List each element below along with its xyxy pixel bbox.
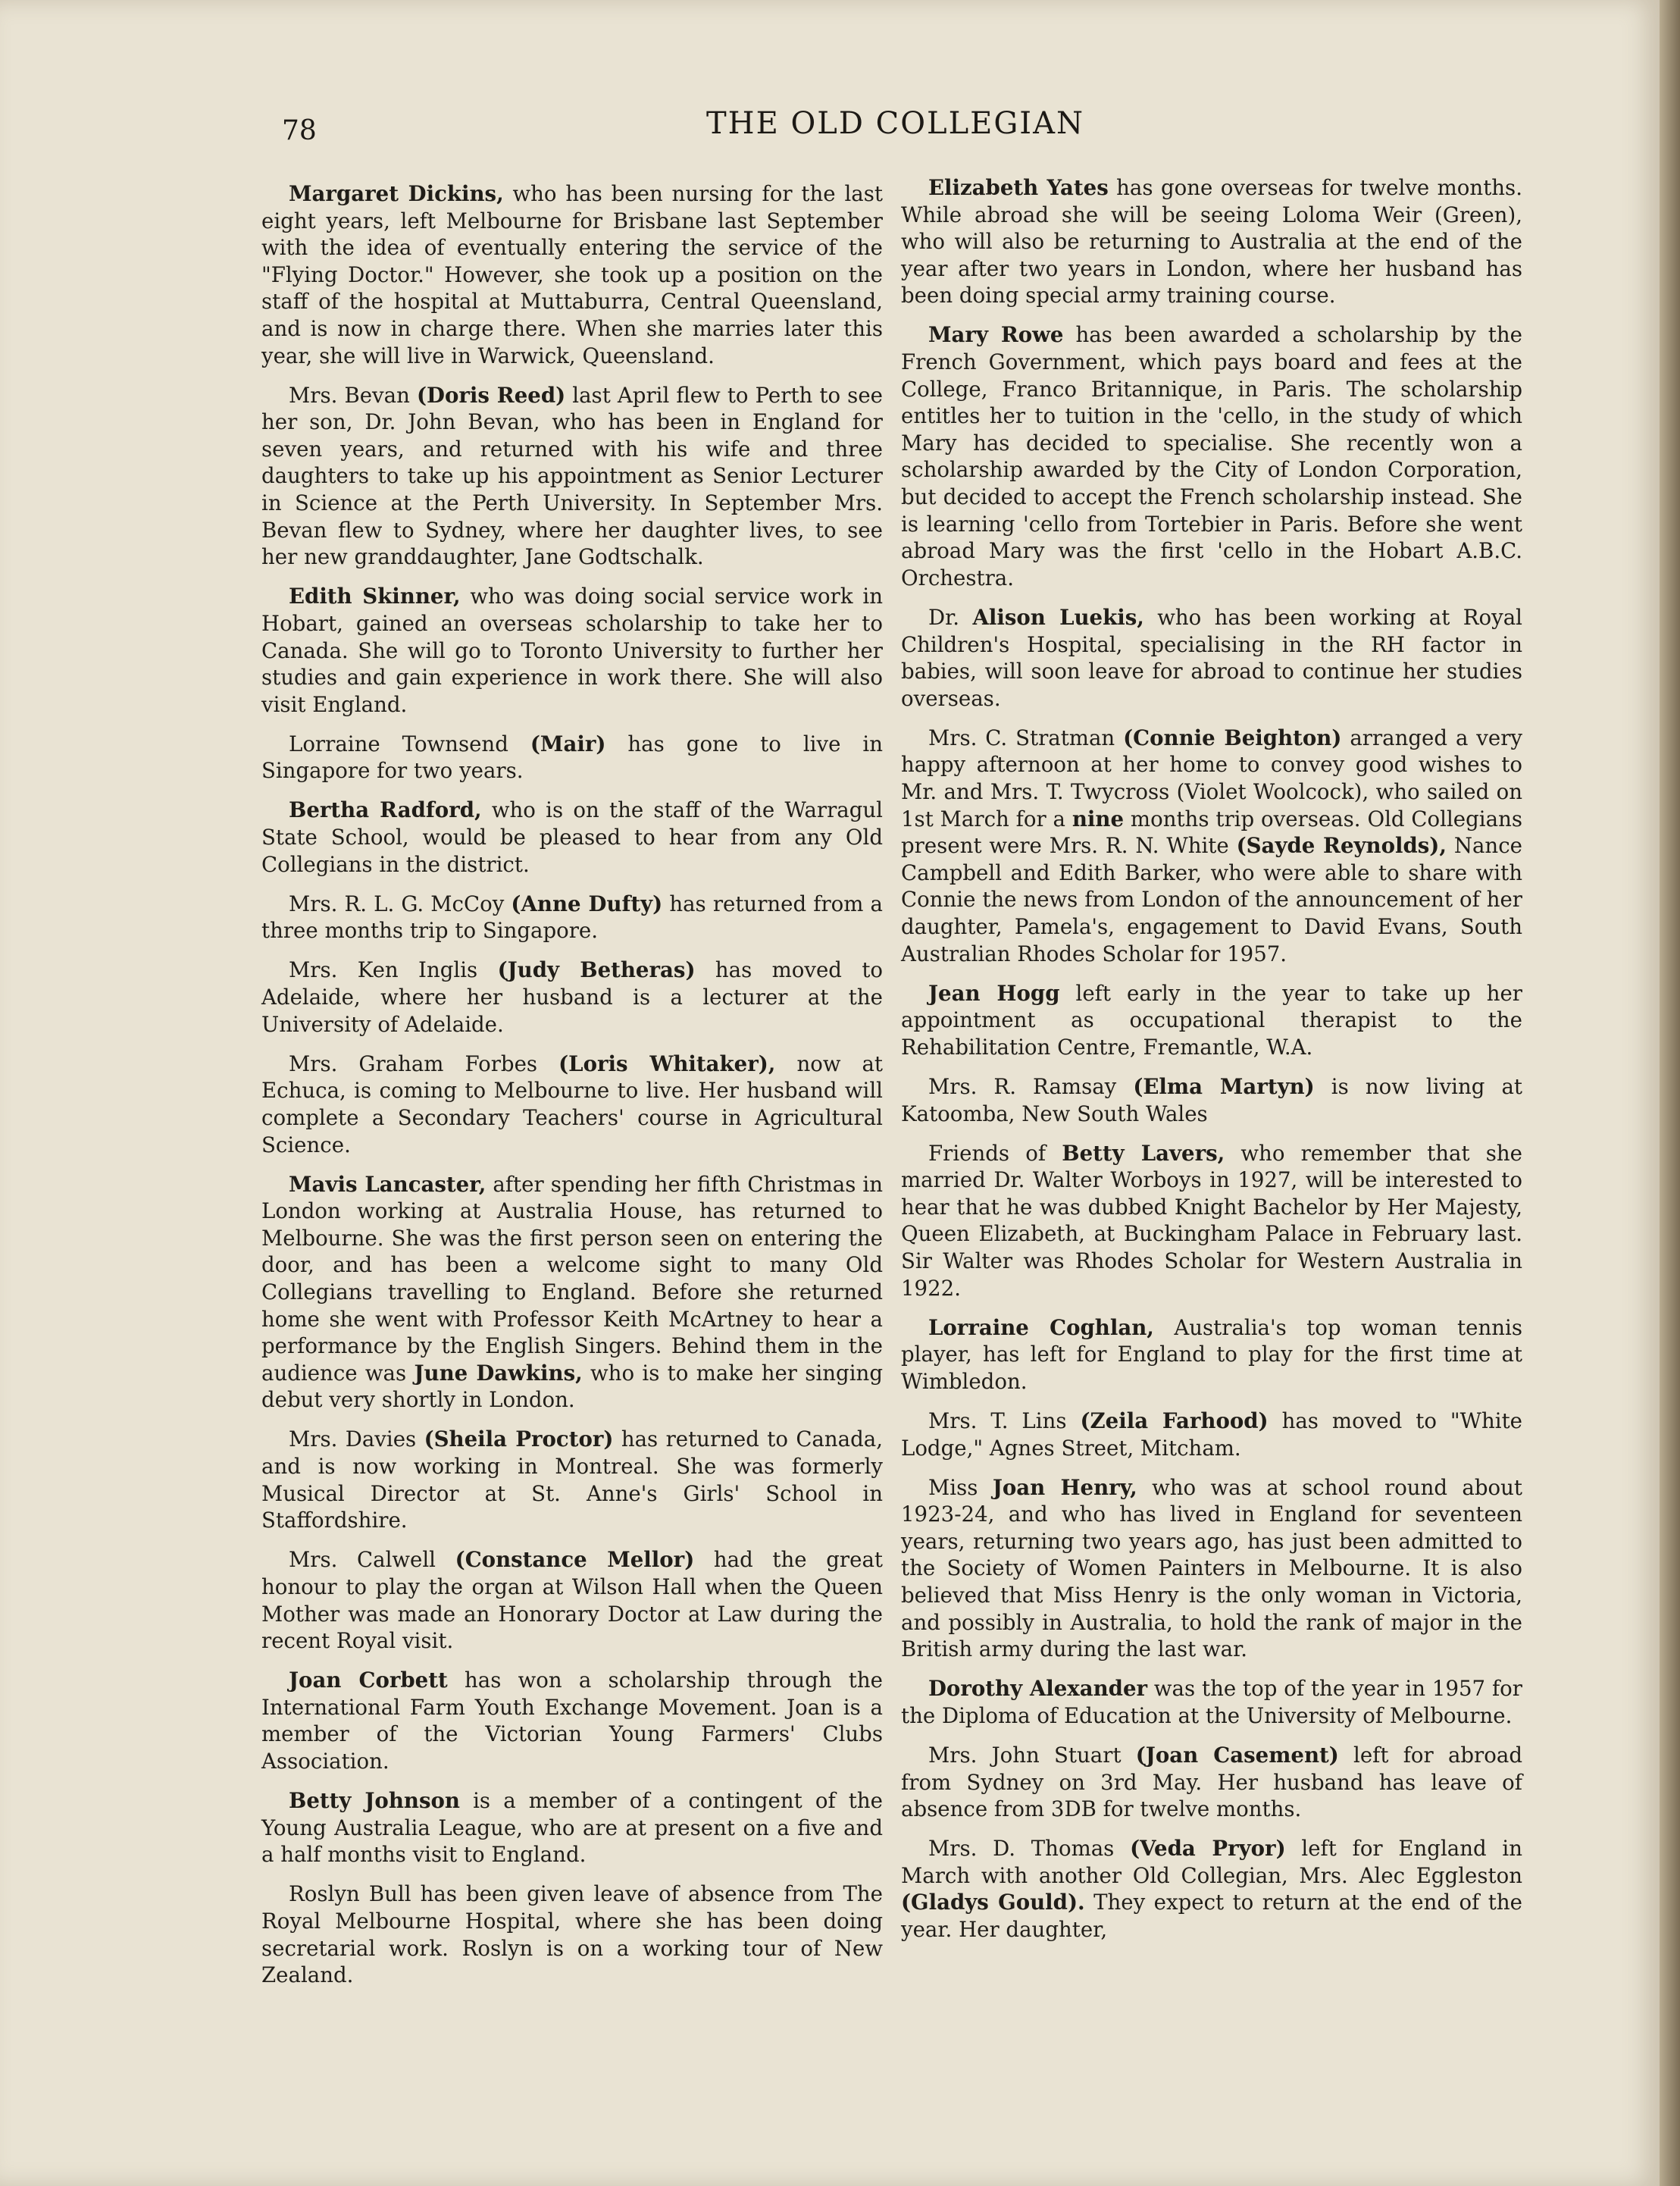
bold-name: (Sayde Reynolds),: [1236, 833, 1447, 859]
paragraph-bevan: [261, 382, 883, 571]
text-run: arranged a very happy afternoon at her home to convey good wishes to Mr. and Mrs. T. Twycross (Violet Woolcock), who sailed on 1st March for a: [901, 725, 1522, 831]
paragraph-lancaster: [261, 1171, 883, 1414]
text-run: who was at school round about 1923-24, and who has lived in England for seventeen years, returning two years ago, has just been admitted to the Society of Women Painters in Melbourne. It is also believed that Miss Henry is the only woman in Victoria, and possibly in Australia, to hold the rank of major in the British army during the last war.: [901, 1474, 1523, 1662]
text-run: Mrs. Davies: [289, 1427, 424, 1452]
paragraph-lavers: [901, 1140, 1522, 1302]
paragraph-yates: [901, 174, 1522, 309]
text-run: Roslyn Bull has been given leave of absence from The Royal Melbourne Hospital, where she has been doing secretarial work. Roslyn is on a working tour of New Zealand.: [261, 1881, 883, 1988]
paragraph-lins: [901, 1408, 1522, 1461]
bold-name: (Doris Reed): [416, 382, 566, 408]
bold-name: Margaret Dickins,: [289, 181, 504, 206]
text-run: Mrs. R. Ramsay: [928, 1073, 1134, 1099]
bold-name: Mavis Lancaster,: [289, 1171, 486, 1197]
bold-name: Bertha Radford,: [289, 797, 482, 823]
text-run: left for England in March with another Old Collegian, Mrs. Alec Eggleston: [901, 1836, 1522, 1888]
bold-name: (Connie Beighton): [1123, 725, 1342, 750]
bold-name: Joan Henry,: [992, 1474, 1137, 1500]
paragraph-johnson: [261, 1787, 883, 1868]
bold-name: (Zeila Farhood): [1080, 1408, 1269, 1433]
paragraph-davies: [261, 1426, 883, 1533]
paragraph-alexander: [901, 1675, 1522, 1729]
paragraph-ramsay: [901, 1073, 1522, 1127]
paragraph-inglis: [261, 957, 883, 1038]
bold-name: (Mair): [530, 731, 606, 756]
bold-name: Jean Hogg: [928, 980, 1060, 1006]
text-run: Mrs. C. Stratman: [928, 725, 1124, 750]
text-run: who was doing social service work in Hobart, gained an overseas scholarship to take her to Canada. She will go to Toronto University to further her studies and gain experience in work there. She will also visit England.: [261, 584, 883, 717]
bold-name: (Sheila Proctor): [424, 1427, 614, 1452]
text-run: Lorraine Townsend: [289, 731, 530, 756]
bold-name: Edith Skinner,: [289, 584, 461, 609]
bold-name: (Elma Martyn): [1133, 1073, 1315, 1099]
text-run: now at Echuca, is coming to Melbourne to live. Her husband will complete a Secondary Teachers' course in Agricultural Science.: [261, 1051, 884, 1157]
bold-name: Elizabeth Yates: [928, 175, 1109, 200]
text-run: has won a scholarship through the International Farm Youth Exchange Movement. Joan is a member of the Victorian Young Farmers' Clubs Association.: [261, 1668, 883, 1774]
text-run: has moved to "White Lodge," Agnes Street, Mitcham.: [901, 1408, 1522, 1461]
text-run: Mrs. Bevan: [289, 382, 417, 408]
text-run: who is on the staff of the Warragul State School, would be pleased to hear from any Old Collegians in the district.: [261, 797, 883, 877]
paragraph-dickins: [261, 180, 883, 369]
bold-name: Betty Johnson: [289, 1788, 460, 1814]
paragraph-hogg: [901, 980, 1522, 1061]
text-run: left for abroad from Sydney on 3rd May. Her husband has leave of absence from 3DB for twelve months.: [901, 1742, 1522, 1822]
bold-name: June Dawkins,: [414, 1360, 583, 1386]
text-run: last April flew to Perth to see her son, Dr. John Bevan, who has been in England for seven years, and returned with his wife and three daughters to take up his appointment as Senior Lecturer in Science at the Perth University. In September Mrs. Bevan flew to Sydney, where her daughter lives, to see her new granddaughter, Jane Godtschalk.: [261, 382, 883, 570]
text-run: who is to make her singing debut very shortly in London.: [261, 1360, 883, 1413]
paragraph-stuart: [901, 1742, 1522, 1823]
bold-name: Alison Luekis,: [972, 604, 1144, 630]
running-head: THE OLD COLLEGIAN: [706, 106, 1084, 141]
text-run: is a member of a contingent of the Young Australia League, who are at present on a five and a half months visit to England.: [261, 1788, 883, 1868]
text-run: Mrs. John Stuart: [928, 1742, 1136, 1768]
text-run: Mrs. Graham Forbes: [289, 1051, 559, 1076]
text-run: They expect to return at the end of the year. Her daughter,: [901, 1890, 1522, 1943]
paragraph-skinner: [261, 583, 883, 718]
text-run: has gone to live in Singapore for two years.: [261, 731, 883, 784]
bold-name: (Joan Casement): [1135, 1742, 1339, 1768]
right-column: [901, 174, 1522, 1956]
text-run: has returned from a three months trip to Singapore.: [261, 891, 884, 944]
paragraph-thomas: [901, 1835, 1522, 1943]
bold-name: (Judy Betheras): [497, 957, 696, 983]
text-run: Friends of: [928, 1140, 1062, 1166]
text-run: who has been nursing for the last eight years, left Melbourne for Brisbane last September with the idea of eventually entering the service of the "Flying Doctor." However, she took up a position on the staff of the hospital at Muttaburra, Central Queensland, and is now in charge there. When she marries later this year, she will live in Warwick, Queensland.: [261, 181, 883, 368]
text-run: who remember that she married Dr. Walter Worboys in 1927, will be interested to hear that he was dubbed Knight Bachelor by Her Majesty, Queen Elizabeth, at Buckingham Palace in February last. Sir Walter was Rhodes Scholar for Western Australia in 1922.: [901, 1140, 1522, 1301]
bold-name: Dorothy Alexander: [928, 1676, 1148, 1702]
left-column: [261, 180, 883, 2001]
paragraph-calwell: [261, 1546, 883, 1654]
text-run: Australia's top woman tennis player, has left for England to play for the first time at Wimbledon.: [901, 1314, 1522, 1394]
paragraph-radford: [261, 797, 883, 878]
bold-name: (Veda Pryor): [1130, 1836, 1286, 1862]
paragraph-mccoy: [261, 891, 883, 944]
text-run: Dr.: [928, 604, 973, 630]
bold-name: (Loris Whitaker),: [558, 1051, 776, 1076]
paragraph-henry: [901, 1474, 1522, 1663]
paragraph-corbett: [261, 1667, 883, 1774]
paragraph-coghlan: [901, 1314, 1522, 1395]
paragraph-townsend: [261, 731, 883, 785]
text-run: months trip overseas. Old Collegians present were Mrs. R. N. White: [901, 806, 1523, 859]
bold-name: Mary Rowe: [928, 322, 1064, 348]
text-run: Mrs. T. Lins: [928, 1408, 1081, 1433]
page-number: 78: [282, 115, 317, 146]
text-run: has gone overseas for twelve months. While abroad she will be seeing Loloma Weir (Green), who will also be returning to Australia at the end of the year after two years in London, where her husband has been doing special army training course.: [901, 175, 1522, 308]
bold-name: (Gladys Gould).: [901, 1890, 1085, 1915]
paragraph-bull: [261, 1881, 883, 1988]
bold-name: (Anne Dufty): [511, 891, 663, 916]
bold-name: Lorraine Coghlan,: [928, 1314, 1154, 1340]
text-run: has been awarded a scholarship by the French Government, which pays board and fees at the College, Franco Britannique, in Paris. The scholarship entitles her to tuition in the 'cello, in the study of which Mary has decided to specialise. She recently won a scholarship awarded by the City of London Corporation, but decided to accept the French scholarship instead. She is learning 'cello from Tortebier in Paris. Before she went abroad Mary was the first 'cello in the Hobart A.B.C. Orchestra.: [901, 322, 1523, 590]
bold-name: Joan Corbett: [289, 1668, 448, 1693]
text-run: after spending her fifth Christmas in London working at Australia House, has returned to Melbourne. She was the first person seen on entering the door, and has been a welcome sight to many Old Collegians travelling to England. Before she returned home she went with Professor Keith McArtney to hear a performance by the English Singers. Behind them in the audience was: [261, 1171, 883, 1386]
paragraph-rowe: [901, 321, 1522, 591]
text-run: was the top of the year in 1957 for the Diploma of Education at the University of Melbourne.: [901, 1676, 1522, 1728]
text-run: who has been working at Royal Children's Hospital, specialising in the RH factor in babies, will soon leave for abroad to continue her studies overseas.: [901, 604, 1522, 711]
text-run: has moved to Adelaide, where her husband is a lecturer at the University of Adelaide.: [261, 957, 884, 1037]
bold-name: Betty Lavers,: [1062, 1140, 1225, 1166]
paragraph-forbes: [261, 1051, 883, 1158]
text-run: Mrs. D. Thomas: [928, 1836, 1131, 1862]
text-run: is now living at Katoomba, New South Wales: [901, 1073, 1522, 1126]
text-run: left early in the year to take up her appointment as occupational therapist to the Rehabilitation Centre, Fremantle, W.A.: [901, 980, 1522, 1060]
bold-name: nine: [1072, 806, 1125, 831]
paragraph-stratman: [901, 725, 1522, 967]
binding-gutter: [1660, 0, 1680, 2186]
text-run: has returned to Canada, and is now working in Montreal. She was formerly Musical Director at St. Anne's Girls' School in Staffordshire.: [261, 1427, 883, 1533]
text-run: Mrs. Ken Inglis: [289, 957, 498, 983]
bold-name: (Constance Mellor): [455, 1547, 695, 1573]
text-run: Nance Campbell and Edith Barker, who were able to share with Connie the news from London of the announcement of her daughter, Pamela's, engagement to David Evans, South Australian Rhodes Scholar for 1957.: [901, 833, 1522, 966]
text-run: Mrs. Calwell: [289, 1547, 455, 1573]
text-run: had the great honour to play the organ at Wilson Hall when the Queen Mother was made an Honorary Doctor at Law during the recent Royal visit.: [261, 1547, 883, 1654]
text-run: Mrs. R. L. G. McCoy: [289, 891, 512, 916]
text-run: Miss: [928, 1474, 993, 1500]
paragraph-luekis: [901, 604, 1522, 712]
